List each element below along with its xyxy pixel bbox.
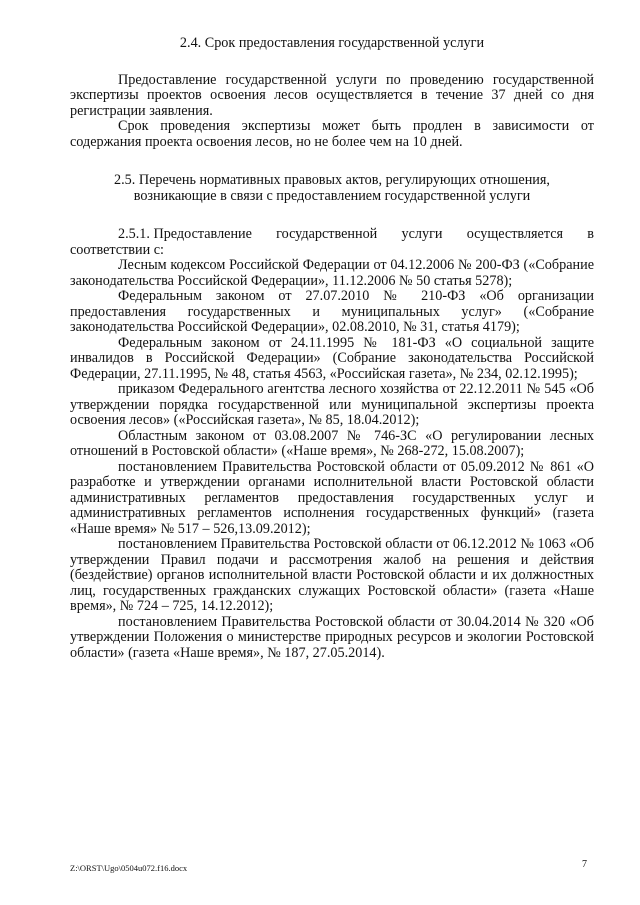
legal-act-item: постановлением Правительства Ростовской области от 05.09.2012 № 861 «О разработке и утверждении органами исполнительной власти Ростовской области административных регламентов предоставления государственных услуг и административных регламентов исполнения государственных функций» (газета «Наше время» № 517 – 526,13.09.2012); — [70, 458, 594, 537]
legal-act-item: постановлением Правительства Ростовской области от 30.04.2014 № 320 «Об утверждении Положения о министерстве природных ресурсов и экологии Ростовской области» (газета «Наше время», № 187, 27.05.2014). — [70, 613, 594, 661]
page-number: 7 — [582, 859, 587, 870]
legal-act-item: приказом Федерального агентства лесного хозяйства от 22.12.2011 № 545 «Об утверждении порядка государственной или муниципальной экспертизы проекта освоения лесов» («Российская газета», № 85, 18.04.2012); — [70, 381, 594, 428]
section-2-5-1-intro — [70, 227, 594, 243]
section-2-4-heading: 2.4. Срок предоставления государственной услуги — [179, 35, 485, 51]
legal-act-item: постановлением Правительства Ростовской области от 06.12.2012 № 1063 «Об утверждении Правил подачи и рассмотрения жалоб на решения и действия (бездействие) органов исполнительной власти Ростовской области и их должностных лиц, государственных гражданских служащих Ростовской области» (газета «Наше время», № 724 – 725, 14.12.2012); — [70, 536, 594, 614]
intro-word: в — [587, 226, 594, 242]
intro-first-line — [118, 227, 594, 243]
intro-word: 2.5.1. Предоставление — [118, 226, 252, 242]
section-2-4-paragraph-1: Предоставление государственной услуги по проведению государственной экспертизы проектов освоения лесов осуществляется в течение 37 дней со дня регистрации заявления. — [70, 71, 594, 119]
intro-word: осуществляется — [466, 226, 564, 242]
document-page — [70, 0, 594, 661]
section-2-5-heading-line-2: возникающие в связи с предоставлением государственной услуги — [133, 187, 531, 204]
legal-act-item: Областным законом от 03.08.2007 № 746-ЗС «О регулировании лесных отношений в Ростовской области» («Наше время», № 268-272, 15.08.2007); — [70, 427, 594, 459]
intro-word: государственной — [276, 226, 378, 242]
legal-act-item: Федеральным законом от 24.11.1995 № 181-ФЗ «О социальной защите инвалидов в Российской Федерации» (Собрание законодательства Российской Федерации, 27.11.1995, № 48, статья 4563, «Российская газета», № 234, 02.12.1995); — [70, 334, 594, 382]
section-2-4-paragraph-2: Срок проведения экспертизы может быть продлен в зависимости от содержания проекта освоения лесов, но не более чем на 10 дней. — [70, 118, 594, 150]
intro-word: услуги — [401, 226, 443, 242]
legal-act-item: Федеральным законом от 27.07.2010 № 210-ФЗ «Об организации предоставления государственных и муниципальных услуг» («Собрание законодательства Российской Федерации», 02.08.2010, № 31, статья 4179); — [70, 288, 594, 335]
footer-file-path: Z:\ORST\Ugo\0504u072.f16.docx — [70, 863, 188, 873]
legal-act-item: Лесным кодексом Российской Федерации от 04.12.2006 № 200-ФЗ («Собрание законодательства Российской Федерации», 11.12.2006 № 50 статья 5278); — [70, 257, 594, 289]
section-2-5-heading — [70, 173, 594, 204]
section-2-5-heading-line-1: 2.5. Перечень нормативных правовых актов, регулирующих отношения, — [114, 172, 550, 188]
intro-rest: соответствии с: — [70, 241, 164, 258]
